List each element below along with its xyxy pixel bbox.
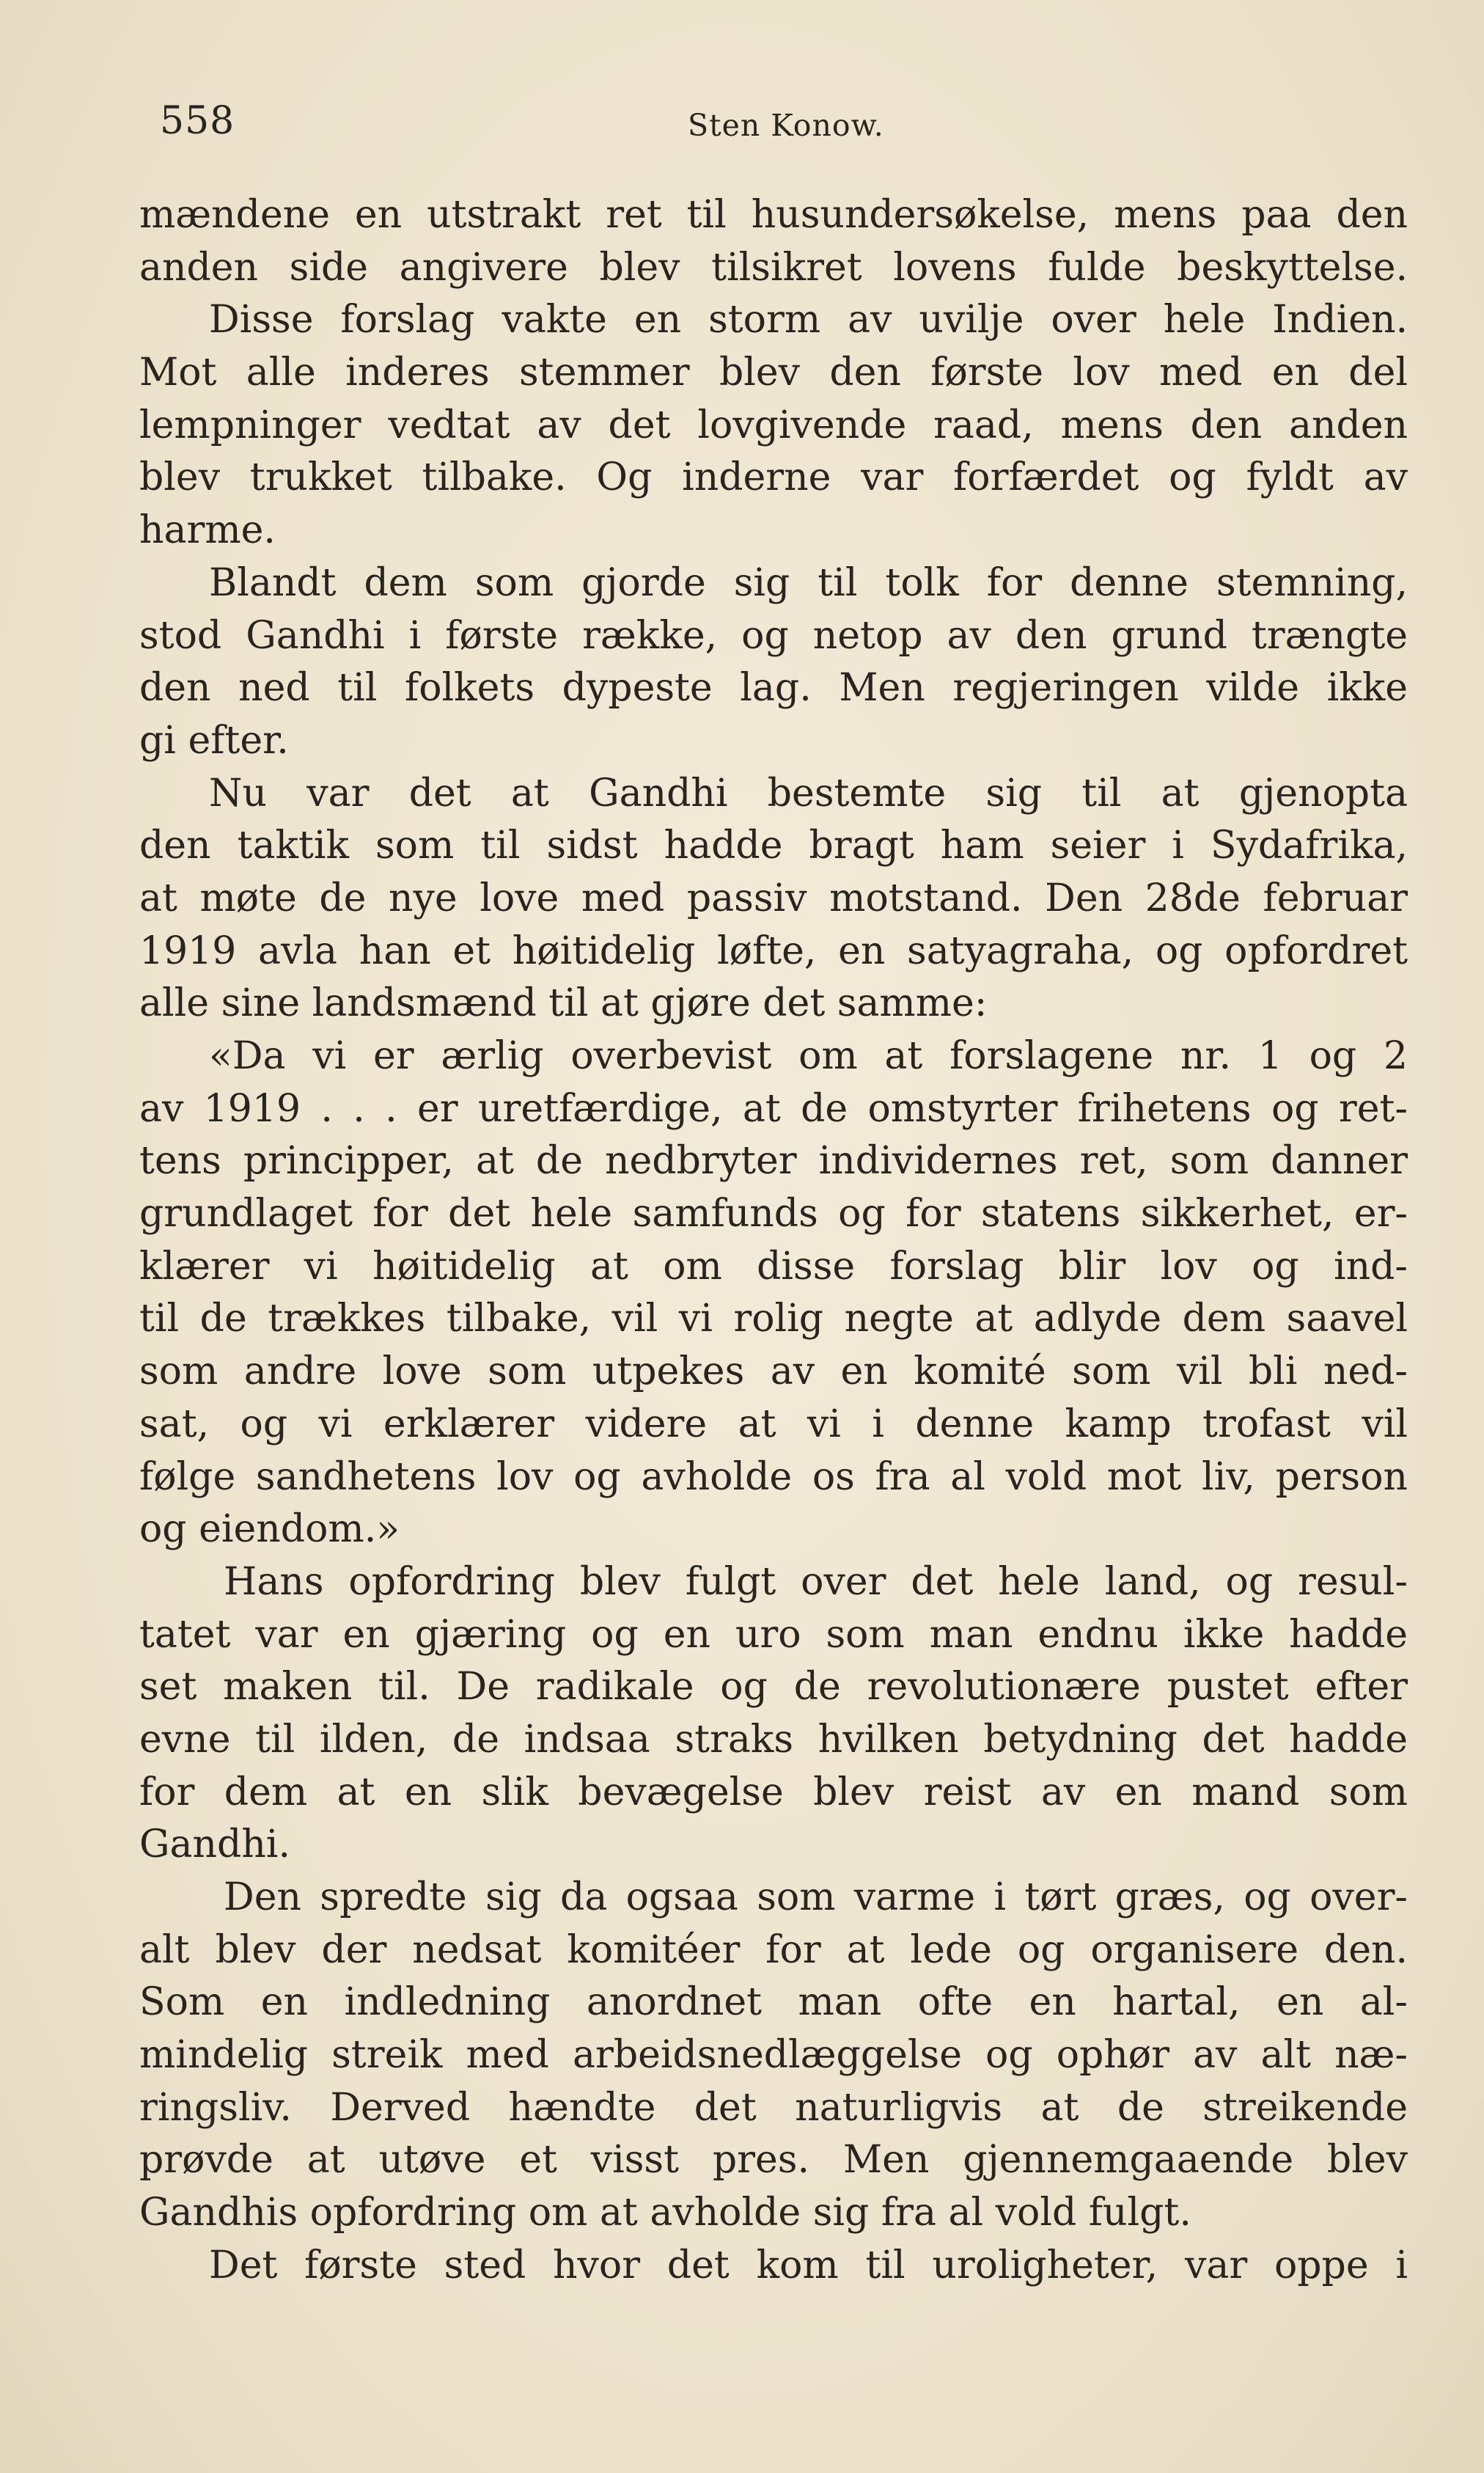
text-line: for dem at en slik bevægelse blev reist av en mand som [139,1770,1408,1814]
text-line: gi efter. [139,718,289,763]
text-line: alle sine landsmænd til at gjøre det samme: [139,981,988,1026]
text-line: følge sandhetens lov og avholde os fra al vold mot liv, person [139,1454,1408,1499]
text-line: grundlaget for det hele samfunds og for statens sikkerhet, er- [139,1192,1408,1236]
text-line: prøvde at utøve et visst pres. Men gjennemgaaende blev [139,2138,1408,2183]
page-header [160,99,1392,150]
text-line: ringsliv. Derved hændte det naturligvis at de streikende [139,2085,1408,2130]
text-line: Den spredte sig da ogsaa som varme i tørt græs, og over- [224,1875,1408,1919]
text-line: og eiendom.» [139,1507,400,1552]
running-title: Sten Konow. [688,108,884,143]
text-line: mændene en utstrakt ret til husundersøkelse, mens paa den [139,193,1408,237]
text-line: klærer vi høitidelig at om disse forslag blir lov og ind- [139,1244,1408,1289]
text-line: Det første sted hvor det kom til uroligheter, var oppe i [209,2243,1408,2287]
text-line: Mot alle inderes stemmer blev den første lov med en del [139,351,1408,395]
text-line: Disse forslag vakte en storm av uvilje over hele Indien. [209,298,1408,342]
text-line: 1919 avla han et høitidelig løfte, en satyagraha, og opfordret [139,928,1408,973]
text-line: sat, og vi erklærer videre at vi i denne kamp trofast vil [139,1402,1408,1446]
text-line: harme. [139,508,276,553]
text-line: blev trukket tilbake. Og inderne var forfærdet og fyldt av [139,455,1408,500]
text-line: Gandhi. [139,1822,290,1867]
text-line: tens principper, at de nedbryter individernes ret, som danner [139,1139,1408,1184]
text-line: mindelig streik med arbeidsnedlæggelse og ophør av alt næ- [139,2033,1408,2078]
text-line: set maken til. De radikale og de revolutionære pustet efter [139,1665,1408,1710]
page-number: 558 [160,99,235,143]
text-line: «Da vi er ærlig overbevist om at forslagene nr. 1 og 2 [209,1034,1408,1078]
text-line: Nu var det at Gandhi bestemte sig til at gjenopta [209,771,1408,816]
text-line: av 1919 . . . er uretfærdige, at de omstyrter frihetens og ret- [139,1086,1408,1131]
text-line: Blandt dem som gjorde sig til tolk for denne stemning, [209,560,1408,605]
text-line: alt blev der nedsat komitéer for at lede og organisere den. [139,1927,1408,1972]
text-line: den ned til folkets dypeste lag. Men regjeringen vilde ikke [139,666,1408,711]
text-line: Gandhis opfordring om at avholde sig fra al vold fulgt. [139,2191,1191,2235]
text-line: at møte de nye love med passiv motstand. Den 28de februar [139,876,1408,920]
text-line: den taktik som til sidst hadde bragt ham seier i Sydafrika, [139,824,1408,868]
text-line: Hans opfordring blev fulgt over det hele land, og resul- [224,1559,1408,1604]
body-text [139,189,1408,2293]
text-line: evne til ilden, de indsaa straks hvilken betydning det hadde [139,1717,1408,1762]
text-line: stod Gandhi i første række, og netop av den grund trængte [139,613,1408,658]
text-line: lempninger vedtat av det lovgivende raad, mens den anden [139,403,1408,447]
text-line: til de trækkes tilbake, vil vi rolig negte at adlyde dem saavel [139,1297,1408,1341]
text-line: som andre love som utpekes av en komité som vil bli ned- [139,1349,1408,1394]
text-line: anden side angivere blev tilsikret lovens fulde beskyttelse. [139,245,1408,290]
text-line: tatet var en gjæring og en uro som man endnu ikke hadde [139,1612,1408,1657]
text-line: Som en indledning anordnet man ofte en hartal, en al- [139,1980,1408,2025]
